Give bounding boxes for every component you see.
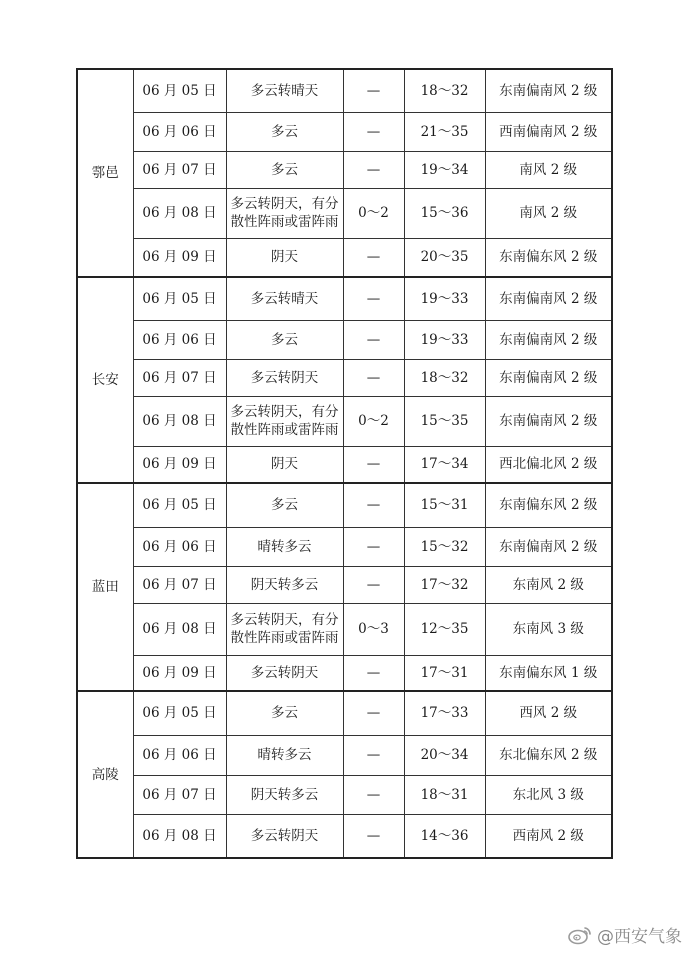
forecast-weather: 阴天转多云 <box>226 775 343 814</box>
table-row <box>77 151 612 188</box>
table-row <box>77 396 612 446</box>
forecast-wind: 东南偏南风 2 级 <box>485 69 612 112</box>
forecast-date: 06 月 06 日 <box>133 320 226 359</box>
forecast-date: 06 月 07 日 <box>133 775 226 814</box>
forecast-rain: — <box>343 277 404 320</box>
table-row <box>77 691 612 735</box>
table-row <box>77 188 612 238</box>
forecast-weather: 阴天转多云 <box>226 566 343 603</box>
forecast-rain: 0～3 <box>343 603 404 655</box>
forecast-rain: — <box>343 151 404 188</box>
forecast-rain: 0～2 <box>343 188 404 238</box>
forecast-weather: 晴转多云 <box>226 527 343 566</box>
forecast-temperature: 17～34 <box>404 446 485 483</box>
forecast-date: 06 月 05 日 <box>133 69 226 112</box>
forecast-weather: 多云转阴天，有分散性阵雨或雷阵雨 <box>226 603 343 655</box>
forecast-rain: — <box>343 566 404 603</box>
forecast-temperature: 17～31 <box>404 655 485 691</box>
forecast-temperature: 19～33 <box>404 277 485 320</box>
table-row <box>77 735 612 775</box>
forecast-temperature: 21～35 <box>404 112 485 151</box>
county-name: 高陵 <box>77 691 133 858</box>
forecast-date: 06 月 06 日 <box>133 527 226 566</box>
forecast-date: 06 月 08 日 <box>133 396 226 446</box>
table-row <box>77 112 612 151</box>
forecast-wind: 东南风 2 级 <box>485 566 612 603</box>
forecast-wind: 南风 2 级 <box>485 151 612 188</box>
forecast-weather: 阴天 <box>226 238 343 277</box>
forecast-temperature: 18～32 <box>404 69 485 112</box>
forecast-weather: 多云 <box>226 112 343 151</box>
table-row <box>77 483 612 527</box>
forecast-wind: 东北风 3 级 <box>485 775 612 814</box>
forecast-date: 06 月 06 日 <box>133 735 226 775</box>
forecast-wind: 东南偏东风 1 级 <box>485 655 612 691</box>
forecast-weather: 多云转晴天 <box>226 277 343 320</box>
forecast-temperature: 15～31 <box>404 483 485 527</box>
forecast-weather: 多云转阴天，有分散性阵雨或雷阵雨 <box>226 396 343 446</box>
forecast-table <box>76 68 613 859</box>
forecast-temperature: 18～32 <box>404 359 485 396</box>
forecast-rain: 0～2 <box>343 396 404 446</box>
forecast-date: 06 月 08 日 <box>133 188 226 238</box>
forecast-temperature: 19～34 <box>404 151 485 188</box>
table-row <box>77 775 612 814</box>
forecast-weather: 多云转阴天 <box>226 814 343 858</box>
weibo-icon <box>567 925 593 945</box>
forecast-weather: 晴转多云 <box>226 735 343 775</box>
forecast-rain: — <box>343 735 404 775</box>
forecast-rain: — <box>343 359 404 396</box>
forecast-weather: 多云转阴天，有分散性阵雨或雷阵雨 <box>226 188 343 238</box>
forecast-wind: 东南风 3 级 <box>485 603 612 655</box>
forecast-temperature: 15～35 <box>404 396 485 446</box>
table-row <box>77 814 612 858</box>
forecast-temperature: 15～36 <box>404 188 485 238</box>
forecast-temperature: 15～32 <box>404 527 485 566</box>
forecast-temperature: 19～33 <box>404 320 485 359</box>
table-row <box>77 277 612 320</box>
forecast-temperature: 12～35 <box>404 603 485 655</box>
forecast-rain: — <box>343 483 404 527</box>
county-name: 鄠邑 <box>77 69 133 277</box>
forecast-wind: 东南偏东风 2 级 <box>485 483 612 527</box>
forecast-rain: — <box>343 446 404 483</box>
county-name: 长安 <box>77 277 133 483</box>
table-row <box>77 527 612 566</box>
forecast-temperature: 20～34 <box>404 735 485 775</box>
forecast-table-body <box>77 69 612 858</box>
forecast-date: 06 月 09 日 <box>133 446 226 483</box>
forecast-date: 06 月 09 日 <box>133 238 226 277</box>
forecast-wind: 东南偏南风 2 级 <box>485 320 612 359</box>
forecast-date: 06 月 06 日 <box>133 112 226 151</box>
forecast-rain: — <box>343 527 404 566</box>
forecast-rain: — <box>343 112 404 151</box>
table-row <box>77 566 612 603</box>
forecast-date: 06 月 07 日 <box>133 566 226 603</box>
forecast-date: 06 月 05 日 <box>133 483 226 527</box>
forecast-date: 06 月 08 日 <box>133 603 226 655</box>
forecast-date: 06 月 05 日 <box>133 277 226 320</box>
forecast-temperature: 17～32 <box>404 566 485 603</box>
forecast-rain: — <box>343 691 404 735</box>
forecast-wind: 东南偏东风 2 级 <box>485 238 612 277</box>
forecast-wind: 西南偏南风 2 级 <box>485 112 612 151</box>
table-row <box>77 446 612 483</box>
forecast-weather: 多云转阴天 <box>226 655 343 691</box>
table-row <box>77 320 612 359</box>
forecast-wind: 西风 2 级 <box>485 691 612 735</box>
forecast-rain: — <box>343 69 404 112</box>
forecast-temperature: 18～31 <box>404 775 485 814</box>
forecast-weather: 阴天 <box>226 446 343 483</box>
forecast-date: 06 月 07 日 <box>133 151 226 188</box>
forecast-weather: 多云 <box>226 483 343 527</box>
forecast-temperature: 14～36 <box>404 814 485 858</box>
forecast-weather: 多云转阴天 <box>226 359 343 396</box>
table-row <box>77 603 612 655</box>
forecast-wind: 东南偏南风 2 级 <box>485 527 612 566</box>
forecast-rain: — <box>343 238 404 277</box>
forecast-rain: — <box>343 320 404 359</box>
forecast-rain: — <box>343 814 404 858</box>
table-row <box>77 655 612 691</box>
forecast-date: 06 月 08 日 <box>133 814 226 858</box>
watermark-text: @西安气象 <box>597 927 682 947</box>
forecast-rain: — <box>343 775 404 814</box>
table-row <box>77 69 612 112</box>
forecast-wind: 西南风 2 级 <box>485 814 612 858</box>
forecast-weather: 多云 <box>226 320 343 359</box>
table-row <box>77 359 612 396</box>
forecast-temperature: 20～35 <box>404 238 485 277</box>
table-row <box>77 238 612 277</box>
forecast-wind: 西北偏北风 2 级 <box>485 446 612 483</box>
watermark <box>567 922 682 947</box>
forecast-date: 06 月 05 日 <box>133 691 226 735</box>
forecast-wind: 东南偏南风 2 级 <box>485 277 612 320</box>
forecast-weather: 多云转晴天 <box>226 69 343 112</box>
forecast-temperature: 17～33 <box>404 691 485 735</box>
county-name: 蓝田 <box>77 483 133 691</box>
forecast-wind: 东南偏南风 2 级 <box>485 359 612 396</box>
forecast-weather: 多云 <box>226 691 343 735</box>
forecast-wind: 南风 2 级 <box>485 188 612 238</box>
forecast-rain: — <box>343 655 404 691</box>
forecast-date: 06 月 07 日 <box>133 359 226 396</box>
forecast-wind: 东南偏南风 2 级 <box>485 396 612 446</box>
forecast-date: 06 月 09 日 <box>133 655 226 691</box>
forecast-wind: 东北偏东风 2 级 <box>485 735 612 775</box>
forecast-weather: 多云 <box>226 151 343 188</box>
